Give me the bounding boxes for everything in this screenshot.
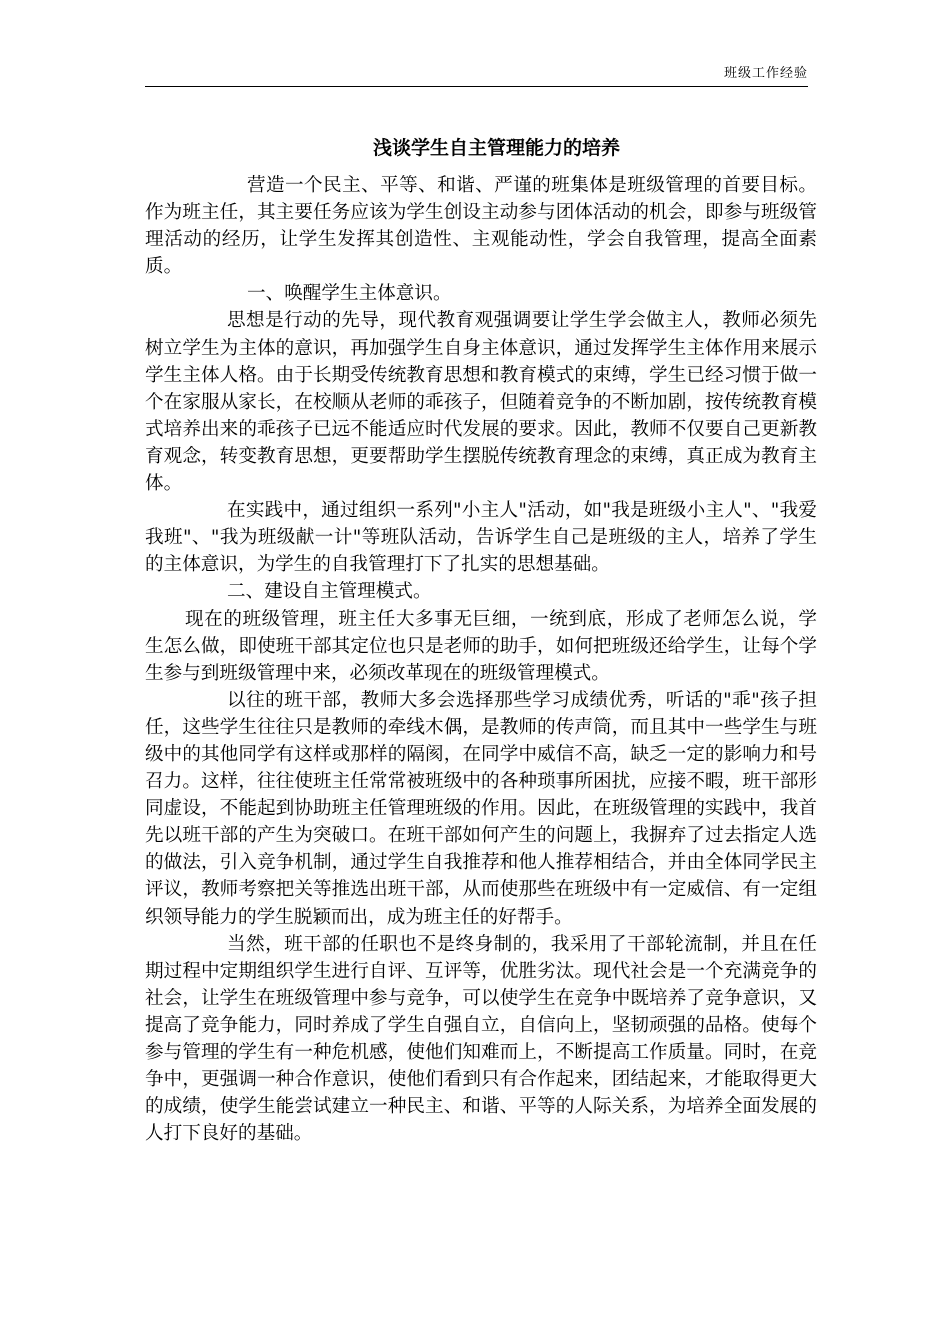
section-heading-1: 一、唤醒学生主体意识。 <box>247 283 452 305</box>
paragraph-body: 在实践中，通过组织一系列"小主人"活动，如"我是班级小主人"、"我爱我班"、"我为班级献一计"等班队活动，告诉学生自己是班级的主人，培养了学生的主体意识，为学生的自我管理打下了扎实的思想基础。 <box>145 500 817 576</box>
paragraph-body: 以往的班干部，教师大多会选择那些学习成绩优秀，听话的"乖"孩子担任，这些学生往往只是教师的牵线木偶，是教师的传声筒，而且其中一些学生与班级中的其他同学有这样或那样的隔阂，在同学中威信不高，缺乏一定的影响力和号召力。这样，往往使班主任常常被班级中的各种琐事所困扰，应接不暇，班干部形同虚设，不能起到协助班主任管理班级的作用。因此，在班级管理的实践中，我首先以班干部的产生为突破口。在班干部如何产生的问题上，我摒弃了过去指定人选的做法，引入竞争机制，通过学生自我推荐和他人推荐相结合，并由全体同学民主评议，教师考察把关等推选出班干部，从而使那些在班级中有一定威信、有一定组织领导能力的学生脱颖而出，成为班主任的好帮手。 <box>145 689 817 928</box>
paragraph-body: 现在的班级管理，班主任大多事无巨细，一统到底，形成了老师怎么说，学生怎么做，即使班干部其定位也只是老师的助手，如何把班级还给学生，让每个学生参与到班级管理中来，必须改革现在的班级管理模式。 <box>145 608 817 684</box>
article-body <box>145 172 817 1147</box>
running-header: 班级工作经验 <box>723 66 808 81</box>
paragraph-body: 思想是行动的先导，现代教育观强调要让学生学会做主人，教师必须先树立学生为主体的意识，再加强学生自身主体意识，通过发挥学生主体作用来展示学生主体人格。由于长期受传统教育思想和教育模式的束缚，学生已经习惯于做一个在家服从家长，在校顺从老师的乖孩子，但随着竞争的不断加剧，按传统教育模式培养出来的乖孩子已远不能适应时代发展的要求。因此，教师不仅要自己更新教育观念，转变教育思想，更要帮助学生摆脱传统教育理念的束缚，真正成为教育主体。 <box>145 310 817 495</box>
header-divider <box>145 86 808 87</box>
article-title: 浅谈学生自主管理能力的培养 <box>372 136 620 159</box>
paragraph-intro: 营造一个民主、平等、和谐、严谨的班集体是班级管理的首要目标。作为班主任，其主要任务应该为学生创设主动参与团体活动的机会，即参与班级管理活动的经历，让学生发挥其创造性、主观能动性，学会自我管理，提高全面素质。 <box>145 175 817 278</box>
paragraph-body: 当然，班干部的任职也不是终身制的，我采用了干部轮流制，并且在任期过程中定期组织学生进行自评、互评等，优胜劣汰。现代社会是一个充满竞争的社会，让学生在班级管理中参与竞争，可以使学生在竞争中既培养了竞争意识，又提高了竞争能力，同时养成了学生自强自立，自信向上，坚韧顽强的品格。使每个参与管理的学生有一种危机感，使他们知难而上，不断提高工作质量。同时，在竞争中，更强调一种合作意识，使他们看到只有合作起来，团结起来，才能取得更大的成绩，使学生能尝试建立一种民主、和谐、平等的人际关系，为培养全面发展的人打下良好的基础。 <box>145 933 817 1145</box>
section-heading-2: 二、建设自主管理模式。 <box>227 581 432 603</box>
